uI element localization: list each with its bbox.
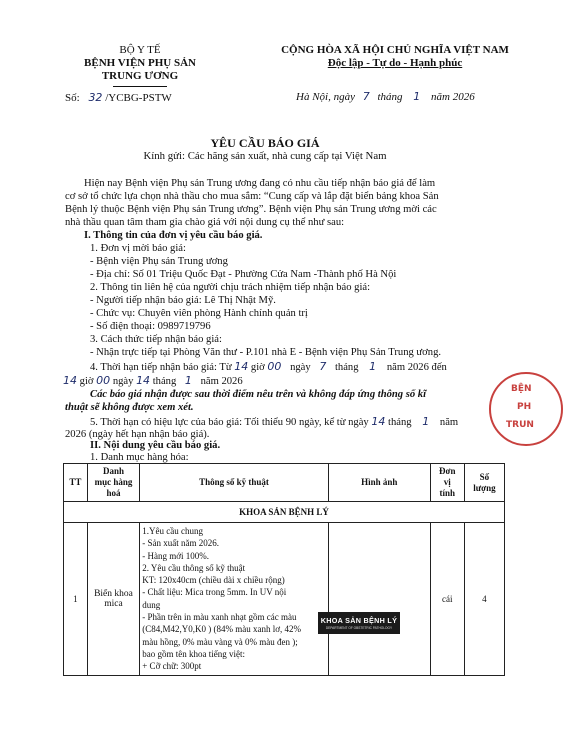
col-header-qty: Số lượng <box>464 464 504 502</box>
ministry-name: BỘ Y TẾ <box>119 44 161 56</box>
row-spec: 1.Yêu cầu chung - Sản xuất năm 2026. - Hàng mới 100%. 2. Yêu cầu thông số kỹ thuật KT: 120x40cm (chiều dài x chiều rộng) - Chất liệu: Mica trong 5mm. In UV nội dung - Phần trên in màu xanh nhạt gồm các màu (C84,M42,Y0,K0 ) (84% màu xanh lơ, 42% màu hồng, 0% màu vàng và 0% màu đen ); bao gồm tên khoa tiếng việt: + Cỡ chữ: 300pt <box>140 523 329 676</box>
section1-line-3: - Địa chỉ: Số 01 Triệu Quốc Đạt - Phường Cửa Nam -Thành phố Hà Nội <box>90 269 397 280</box>
intro-line-2: cơ sở tổ chức lựa chọn nhà thầu cho mua sắm: “Cung cấp và lắp đặt biển bảng khoa Sản <box>65 191 439 202</box>
validity-month: 1 <box>422 415 430 428</box>
row-image-cell <box>328 523 430 676</box>
deadline-day-end: 14 <box>136 374 151 387</box>
table-group-row <box>64 502 505 523</box>
table-row <box>64 523 505 676</box>
col-header-image: Hình ảnh <box>328 464 430 502</box>
col-header-tt: TT <box>64 464 88 502</box>
sign-title: KHOA SẢN BỆNH LÝ <box>320 616 398 625</box>
nation-name: CỘNG HÒA XÃ HỘI CHỦ NGHĨA VIỆT NAM <box>281 44 509 56</box>
validity-line-2: 2026 (ngày hết hạn nhận báo giá). <box>65 429 210 440</box>
row-tt: 1 <box>64 523 88 676</box>
validity-line-1: 5. Thời hạn có hiệu lực của báo giá: Tối thiểu 90 ngày, kể từ ngày 14 tháng 1 năm <box>90 415 459 428</box>
section1-line-5: - Người tiếp nhận báo giá: Lê Thị Nhật Mỹ. <box>90 295 276 306</box>
col-header-item-name: Danh mục hàng hoá <box>87 464 140 502</box>
section1-line-6: - Chức vụ: Chuyên viên phòng Hành chính quản trị <box>90 308 308 319</box>
warning-line-1: Các báo giá nhận được sau thời điểm nêu trên và không đáp ứng thông số kĩ <box>90 389 427 400</box>
date-day-handwritten: 7 <box>362 90 370 103</box>
deadline-hour-end: 14 <box>63 374 77 387</box>
hospital-name-line1: BỆNH VIỆN PHỤ SẢN <box>84 57 196 69</box>
section2-subheading: 1. Danh mục hàng hóa: <box>90 452 189 463</box>
col-header-spec: Thông số kỹ thuật <box>140 464 329 502</box>
section1-heading: I. Thông tin của đơn vị yêu cầu báo giá. <box>84 230 263 241</box>
deadline-minute-start: 00 <box>267 360 282 373</box>
department-sign-image <box>318 612 400 634</box>
deadline-line-2: 14 giờ 00 ngày 14 tháng 1 năm 2026 <box>63 374 243 387</box>
section1-line-7: - Số điện thoại: 0989719796 <box>90 321 211 332</box>
intro-line-4: nhà thầu quan tâm tham gia chào giá với nội dung cụ thể như sau: <box>65 217 345 228</box>
warning-line-2: thuật sẽ không được xem xét. <box>65 402 194 413</box>
deadline-day-start: 7 <box>319 360 327 373</box>
date-year: năm 2026 <box>431 91 475 103</box>
deadline-month-end: 1 <box>184 374 192 387</box>
intro-line-3: Bệnh lý thuộc Bệnh viện Phụ sản Trung ương”. Bệnh viện Phụ sản Trung ương mời các <box>65 204 437 215</box>
document-date <box>296 90 475 103</box>
recipient-line: Kính gửi: Các hãng sản xuất, nhà cung cấp tại Việt Nam <box>143 150 387 162</box>
section2-heading: II. Nội dung yêu cầu báo giá. <box>90 440 221 451</box>
goods-table <box>63 463 505 676</box>
date-month-label: tháng <box>377 91 403 103</box>
date-prefix: Hà Nội, ngày <box>296 91 355 103</box>
doc-number-prefix: Số: <box>65 92 80 104</box>
national-motto: Độc lập - Tự do - Hạnh phúc <box>327 57 463 69</box>
section1-line-1: 1. Đơn vị mời báo giá: <box>90 243 186 254</box>
document-title: YÊU CẦU BÁO GIÁ <box>210 136 320 150</box>
doc-number-suffix: /YCBG-PSTW <box>105 92 172 104</box>
header-left-divider <box>113 86 167 87</box>
row-qty: 4 <box>464 523 504 676</box>
date-month-handwritten: 1 <box>413 90 421 103</box>
table-header-row <box>64 464 505 502</box>
col-header-unit: Đơn vị tính <box>430 464 464 502</box>
deadline-line-1: 4. Thời hạn tiếp nhận báo giá: Từ 14 giờ 00 ngày 7 tháng 1 năm 2026 đến <box>90 360 447 373</box>
row-unit: cái <box>430 523 464 676</box>
row-item-name: Biển khoa mica <box>87 523 140 676</box>
validity-day: 14 <box>371 415 386 428</box>
red-seal-stamp: BỆN PH TRUN <box>489 372 563 446</box>
section1-line-9: - Nhận trực tiếp tại Phòng Văn thư - P.101 nhà E - Bệnh viện Phụ Sản Trung ương. <box>90 347 442 358</box>
deadline-minute-end: 00 <box>96 374 111 387</box>
group-department-name: KHOA SẢN BỆNH LÝ <box>64 502 505 523</box>
deadline-hour-start: 14 <box>234 360 249 373</box>
section1-line-2: - Bệnh viện Phụ sản Trung ương <box>90 256 228 267</box>
doc-number-handwritten: 3‌2 <box>88 91 103 104</box>
section1-line-8: 3. Cách thức tiếp nhận báo giá: <box>90 334 222 345</box>
sign-subtitle: DEPARTMENT OF OBSTETRIC PATHOLOGY <box>325 626 393 630</box>
hospital-name-line2: TRUNG ƯƠNG <box>101 70 179 82</box>
intro-line-1: Hiện nay Bệnh viện Phụ sản Trung ương đang có nhu cầu tiếp nhận báo giá để làm <box>84 178 436 189</box>
section1-line-4: 2. Thông tin liên hệ của người chịu trách nhiệm tiếp nhận báo giá: <box>90 282 371 293</box>
deadline-month-start: 1 <box>369 360 377 373</box>
document-number <box>65 91 172 104</box>
